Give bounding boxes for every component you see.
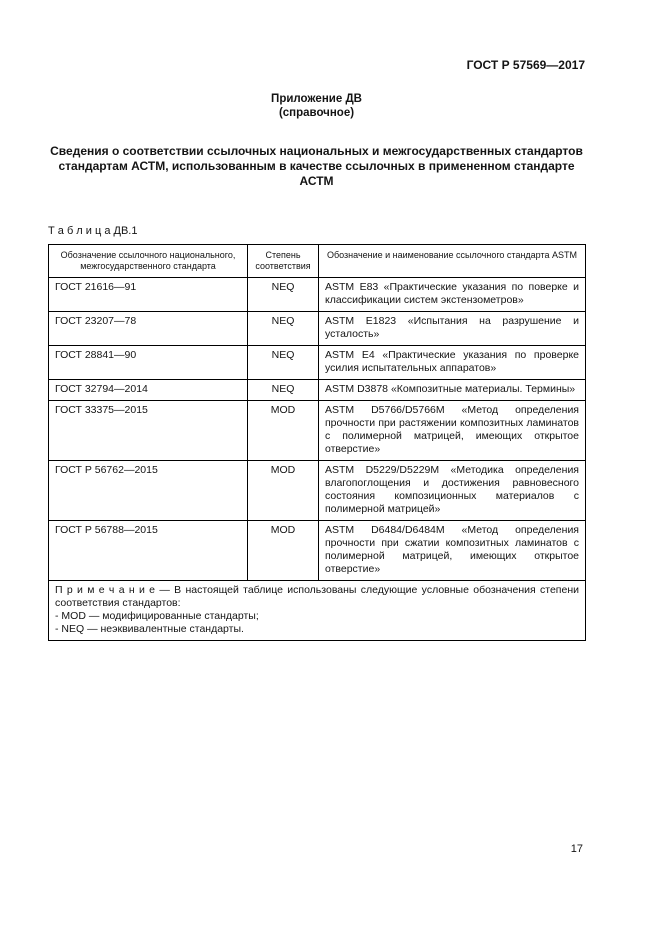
degree-cell: NEQ: [248, 278, 319, 312]
table-note: [49, 581, 586, 641]
astm-standard-cell: ASTM D3878 «Композитные материалы. Термины»: [319, 380, 586, 401]
gost-standard-cell: ГОСТ 32794—2014: [49, 380, 248, 401]
header-national-standard: Обозначение ссылочного национального, межгосударственного стандарта: [49, 245, 248, 278]
page-content: [48, 0, 585, 641]
gost-standard-cell: ГОСТ 33375—2015: [49, 401, 248, 461]
astm-standard-cell: ASTM E4 «Практические указания по проверке усилия испытательных аппаратов»: [319, 346, 586, 380]
degree-cell: NEQ: [248, 312, 319, 346]
note-item-neq: - NEQ — неэквивалентные стандарты.: [55, 623, 244, 635]
appendix-title: Приложение ДВ: [271, 93, 362, 105]
table-row: [49, 401, 586, 461]
astm-standard-cell: ASTM D6484/D6484M «Метод определения прочности при сжатии композитных ламинатов с полимерной матрицей, имеющих открытое отверстие»: [319, 521, 586, 581]
header-astm-standard: Обозначение и наименование ссылочного стандарта ASTM: [319, 245, 586, 278]
astm-standard-cell: ASTM E83 «Практические указания по поверке и классификации систем экстензометров»: [319, 278, 586, 312]
page-number: 17: [570, 843, 583, 855]
document-code: ГОСТ Р 57569—2017: [466, 58, 585, 72]
gost-standard-cell: ГОСТ 23207—78: [49, 312, 248, 346]
table-row: [49, 521, 586, 581]
astm-standard-cell: ASTM D5229/D5229M «Методика определения влагопоглощения и достижения равновесного состояния композиционных материалов с полимерной матрицей»: [319, 461, 586, 521]
degree-cell: NEQ: [248, 346, 319, 380]
degree-cell: MOD: [248, 521, 319, 581]
degree-cell: MOD: [248, 401, 319, 461]
note-label: П р и м е ч а н и е: [55, 584, 156, 596]
table-row: [49, 346, 586, 380]
header-degree: Степень соответствия: [248, 245, 319, 278]
correspondence-table: [48, 244, 586, 641]
table-caption: Т а б л и ц а ДВ.1: [48, 225, 138, 237]
table-row: [49, 461, 586, 521]
table-row: [49, 278, 586, 312]
note-text: — В настоящей таблице использованы следующие условные обозначения степени соответствия стандартов:: [55, 584, 579, 609]
table-row: [49, 380, 586, 401]
astm-standard-cell: ASTM E1823 «Испытания на разрушение и усталость»: [319, 312, 586, 346]
page-title: Сведения о соответствии ссылочных национальных и межгосударственных стандартов стандартам АСТМ, использованным в качестве ссылочных в примененном стандарте АСТМ: [50, 144, 583, 188]
note-intro: [55, 584, 579, 610]
table-header-row: [49, 245, 586, 278]
degree-cell: NEQ: [248, 380, 319, 401]
astm-standard-cell: ASTM D5766/D5766M «Метод определения прочности при растяжении композитных ламинатов с полимерной матрицей, имеющих открытое отверстие»: [319, 401, 586, 461]
gost-standard-cell: ГОСТ 28841—90: [49, 346, 248, 380]
note-item-mod: - MOD — модифицированные стандарты;: [55, 610, 259, 622]
gost-standard-cell: ГОСТ 21616—91: [49, 278, 248, 312]
table-row: [49, 312, 586, 346]
note-row: [49, 581, 586, 641]
appendix-heading: [48, 92, 585, 120]
gost-standard-cell: ГОСТ Р 56762—2015: [49, 461, 248, 521]
gost-standard-cell: ГОСТ Р 56788—2015: [49, 521, 248, 581]
degree-cell: MOD: [248, 461, 319, 521]
appendix-subtitle: (справочное): [278, 107, 355, 119]
